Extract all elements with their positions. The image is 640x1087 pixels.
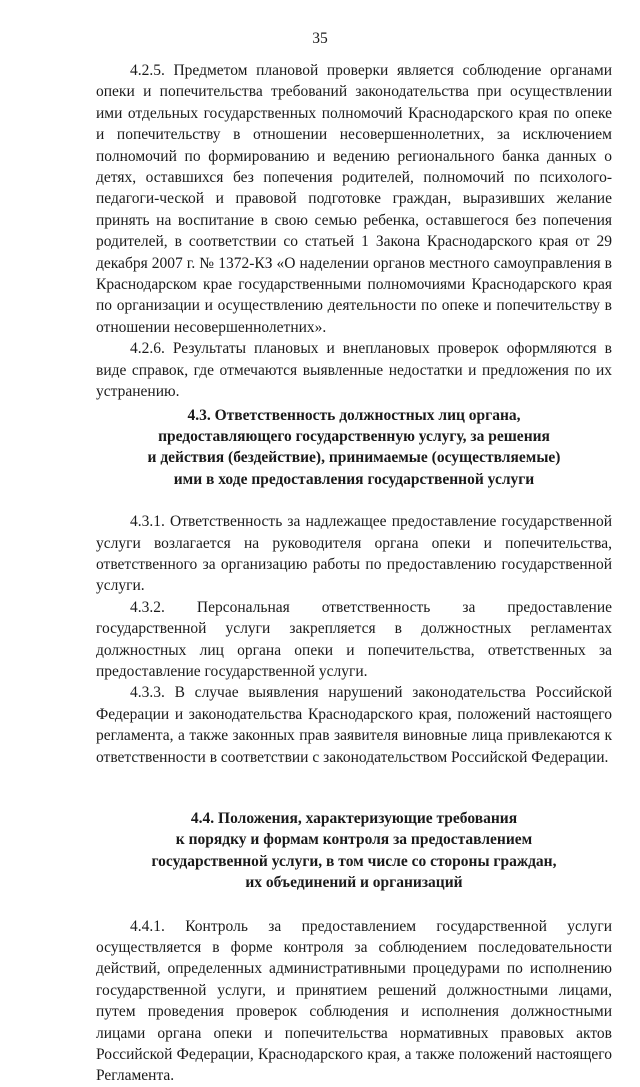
page-number: 35 xyxy=(312,30,328,47)
section-heading-4-4 xyxy=(96,808,612,894)
document-body xyxy=(96,60,612,1087)
paragraph-4-3-1: 4.3.1. Ответственность за надлежащее предоставление государственной услуги возлагается на руководителя органа опеки и попечительства, ответственного за организацию работы по предоставлению государственной услуги. xyxy=(96,513,612,595)
heading-line: государственной услуги, в том числе со стороны граждан, xyxy=(151,852,557,870)
paragraph-4-3-3: 4.3.3. В случае выявления нарушений законодательства Российской Федерации и законодательства Краснодарского края, положений настоящего регламента, а также законных прав заявителя виновные лица привлекаются к ответственности в соответствии с законодательством Российской Федерации. xyxy=(96,684,612,766)
heading-line: ими в ходе предоставления государственной услуги xyxy=(173,470,535,488)
heading-line: предоставляющего государственную услугу, за решения xyxy=(158,427,550,445)
heading-line: к порядку и формам контроля за предоставлением xyxy=(175,831,533,849)
paragraph-4-3-2: 4.3.2. Персональная ответственность за предоставление государственной услуги закрепляется в должностных регламентах должностных лиц органа опеки и попечительства, ответственных за предоставление государственной услуги. xyxy=(96,598,612,680)
heading-line: 4.4. Положения, характеризующие требования xyxy=(190,810,518,827)
section-heading-4-3 xyxy=(96,405,612,491)
heading-line: их объединений и организаций xyxy=(245,874,463,892)
paragraph-4-2-5: 4.2.5. Предметом плановой проверки является соблюдение органами опеки и попечительства требований законодательства при осуществлении ими отдельных государственных полномочий Краснодарского края по опеке и попечительству в отношении несовершеннолетних, за исключением полномочий по формированию и ведению регионального банка данных о детях, оставшихся без попечения родителей, полномочий по психолого-педагоги-ческой и правовой подготовке граждан, выразивших желание принять на воспитание в свою семью ребенка, оставшегося без попечения родителей, в соответствии со статьей 1 Закона Краснодарского края от 29 декабря 2007 г. № 1372-КЗ «О наделении органов местного самоуправления в Краснодарском крае государственными полномочиями Краснодарского края по организации и осуществлению деятельности по опеке и попечительству в отношении несовершеннолетних». xyxy=(96,62,612,336)
heading-line: и действия (бездействие), принимаемые (осуществляемые) xyxy=(147,449,561,467)
paragraph-4-2-6: 4.2.6. Результаты плановых и внеплановых проверок оформляются в виде справок, где отмечаются выявленные недостатки и предложения по их устранению. xyxy=(96,340,612,401)
heading-line: 4.3. Ответственность должностных лиц органа, xyxy=(187,406,521,424)
paragraph-4-4-1: 4.4.1. Контроль за предоставлением государственной услуги осуществляется в форме контроля за соблюдением последовательности действий, определенных административными процедурами по исполнению государственной услуги, и принятием решений должностными лицами, путем проведения проверок соблюдения и исполнения должностными лицами органа опеки и попечительства нормативных правовых актов Российской Федерации, Краснодарского края, а также положений настоящего Регламента. xyxy=(96,917,612,1085)
